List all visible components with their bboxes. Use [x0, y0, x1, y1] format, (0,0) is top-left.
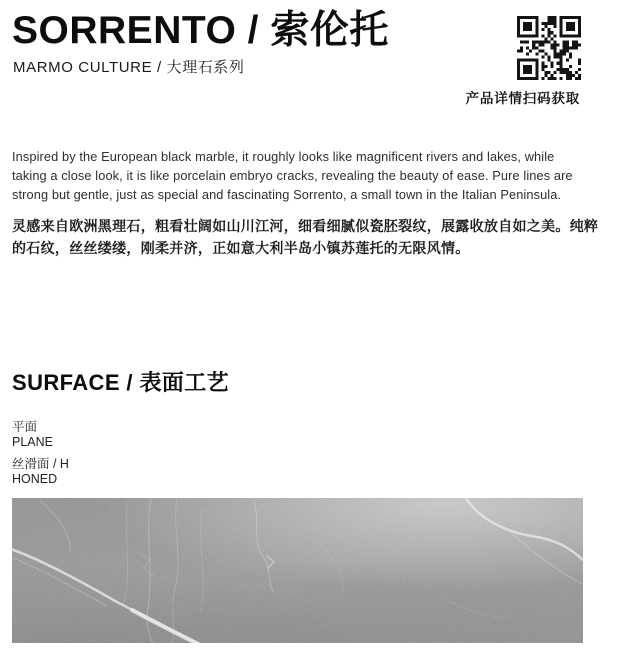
finish-label-zh: 平面 [12, 420, 38, 434]
page-title: SORRENTO / 索伦托 [12, 9, 389, 52]
description-chinese: 灵感来自欧洲黑理石，粗看壮阔如山川江河，细看细腻似瓷胚裂纹，展露收放自如之美。纯粹的石纹，丝丝缕缕，刚柔并济，正如意大利半岛小镇苏莲托的无限风情。 [12, 218, 599, 256]
finish-item-plane [12, 420, 69, 450]
surface-section-heading: SURFACE / 表面工艺 [12, 370, 230, 395]
finish-label-en: PLANE [12, 435, 53, 449]
finish-item-honed [12, 457, 69, 487]
page-subtitle: MARMO CULTURE / 大理石系列 [13, 59, 245, 76]
finish-label-en: HONED [12, 472, 58, 486]
qr-code-icon [517, 16, 581, 80]
marble-swatch-image [12, 498, 583, 643]
description-english: Inspired by the European black marble, it roughly looks like magnificent rivers and lakes, while taking a close look, it is like porcelain embryo cracks, revealing the beauty of ease. Pure lines are strong but gentle, just as special and fascinating Sorrento, a small town in the Italian Peninsula. [12, 149, 573, 202]
finish-label-zh: 丝滑面 / H [12, 457, 69, 471]
qr-caption: 产品详情扫码获取 [465, 91, 580, 106]
finish-list [12, 420, 69, 494]
